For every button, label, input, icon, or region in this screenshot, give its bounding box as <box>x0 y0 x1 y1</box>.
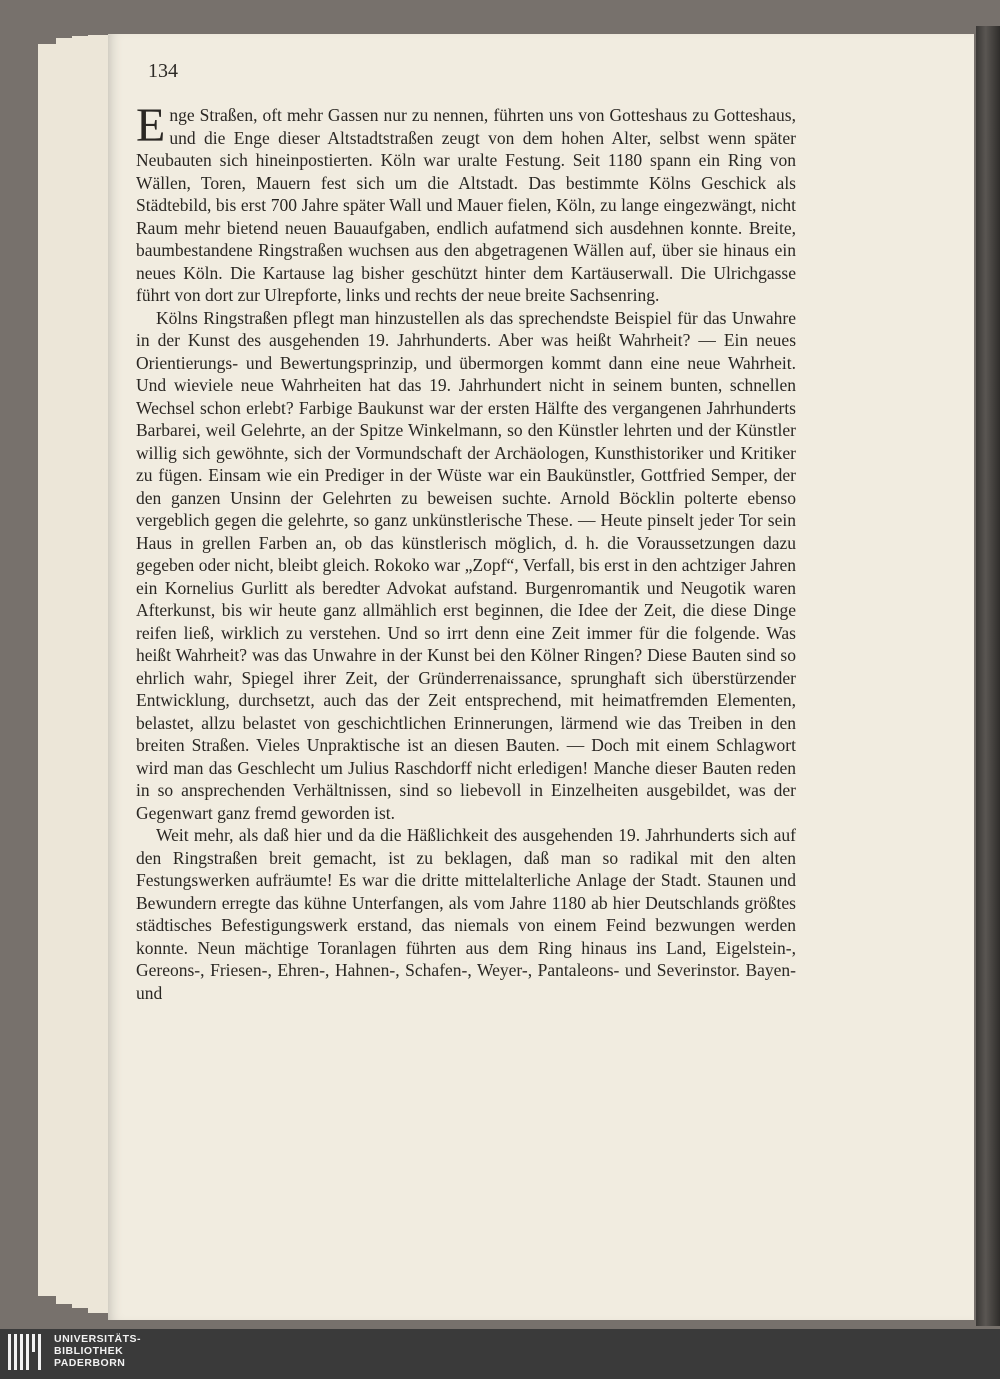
paragraph: Kölns Ringstraßen pflegt man hinzustellen als das sprechendste Beispiel für das Unwahre in der Kunst des ausgehenden 19. Jahrhunderts. Aber was heißt Wahrheit? — Ein neues Orientierungs- und Bewertungsprinzip, und übermorgen kommt dann eine neue Wahrheit. Und wieviele neue Wahrheiten hat das 19. Jahrhundert nicht in seinem bunten, schnellen Wechsel schon erlebt? Farbige Baukunst war der ersten Hälfte des vergangenen Jahrhunderts Barbarei, weil Gelehrte, an der Spitze Winkelmann, so den Künstler lehrten und der Künstler willig sich gewöhnte, sich der Vormundschaft der Archäologen, Kunsthistoriker und Kritiker zu fügen. Einsam wie ein Prediger in der Wüste war ein Baukünstler, Gottfried Semper, der den ganzen Unsinn der Gelehrten zu beweisen suchte. Arnold Böcklin polterte ebenso vergeblich gegen die gelehrte, so ganz unkünstlerische These. — Heute pinselt jeder Tor sein Haus in grellen Farben an, ob das künstlerisch möglich, d. h. die Voraussetzungen dazu gegeben oder nicht, bleibt gleich. Rokoko war „Zopf“, Verfall, bis erst in den achtziger Jahren ein Kornelius Gurlitt als beredter Advokat aufstand. Burgenromantik und Neugotik waren Afterkunst, bis wir heute ganz allmählich erst beginnen, die Idee der Zeit, die diese Dinge reifen ließ, wirklich zu verstehen. Und so irrt denn eine Zeit immer für die folgende. Was heißt Wahrheit? was das Unwahre in der Kunst bei den Kölner Ringen? Diese Bauten sind so ehrlich wahr, Spiegel ihrer Zeit, der Gründerrenaissance, sprunghaft sich überstürzender Entwicklung, durchsetzt, auch das der Zeit entsprechend, mit heimatfremden Elementen, belastet, allzu belastet von geschichtlichen Erinnerungen, lärmend wie das Treiben in den breiten Straßen. Vieles Unpraktische ist an diesen Bauten. — Doch mit einem Schlagwort wird man das Geschlecht um Julius Raschdorff nicht erledigen! Manche dieser Bauten reden in so ansprechenden Verhältnissen, sind so liebevoll in Einzelheiten ausgebildet, was der Gegenwart ganz fremd geworden ist. <box>136 307 796 823</box>
logo-line: BIBLIOTHEK <box>54 1345 124 1357</box>
paragraph: Enge Straßen, oft mehr Gassen nur zu nennen, führten uns von Gotteshaus zu Gotteshaus, und die Enge dieser Altstadtstraßen zeugt von dem hohen Alter, selbst wenn später Neubauten sich hineinpostierten. Köln war uralte Festung. Seit 1180 spann ein Ring von Wällen, Toren, Mauern fest sich um die Altstadt. Das bestimmte Kölns Geschick als Städtebild, bis erst 700 Jahre später Wall und Mauer fielen, Köln, zu lange eingezwängt, nicht Raum mehr bietend neuen Bauaufgaben, endlich aufatmend sich ausdehnen konnte. Breite, baumbestandene Ringstraßen wuchsen aus den abgetragenen Wällen auf, über sie hinaus ein neues Köln. Die Kartause lag bisher geschützt hinter dem Kartäuserwall. Die Ulrichgasse führt von dort zur Ulrepforte, links und rechts der neue breite Sachsenring. <box>136 99 796 305</box>
footer-bar <box>0 1329 1000 1379</box>
logo-line: PADERBORN <box>54 1357 126 1369</box>
library-logo-text <box>54 1333 141 1369</box>
library-logo-icon <box>8 1334 48 1370</box>
paragraph: Weit mehr, als daß hier und da die Häßlichkeit des ausgehenden 19. Jahrhunderts sich auf den Ringstraßen breit gemacht, ist zu beklagen, daß man so radikal mit den alten Festungswerken aufräumte! Es war die dritte mittelalterliche Anlage der Stadt. Staunen und Bewundern erregte das kühne Unterfangen, als vom Jahre 1180 ab hier Deutschlands größtes städtisches Befestigungswerk erstand, das niemals von einem Feind bezwungen werden konnte. Neun mächtige Toranlagen führten aus dem Ring hinaus ins Land, Eigelstein-, Gereons-, Friesen-, Ehren-, Hahnen-, Schafen-, Weyer-, Pantaleons- und Severinstor. Bayen- und <box>136 825 796 1003</box>
page-number: 134 <box>148 60 178 82</box>
book-gutter <box>976 26 1000 1326</box>
logo-line: UNIVERSITÄTS- <box>54 1333 142 1345</box>
page-text <box>136 99 796 1004</box>
